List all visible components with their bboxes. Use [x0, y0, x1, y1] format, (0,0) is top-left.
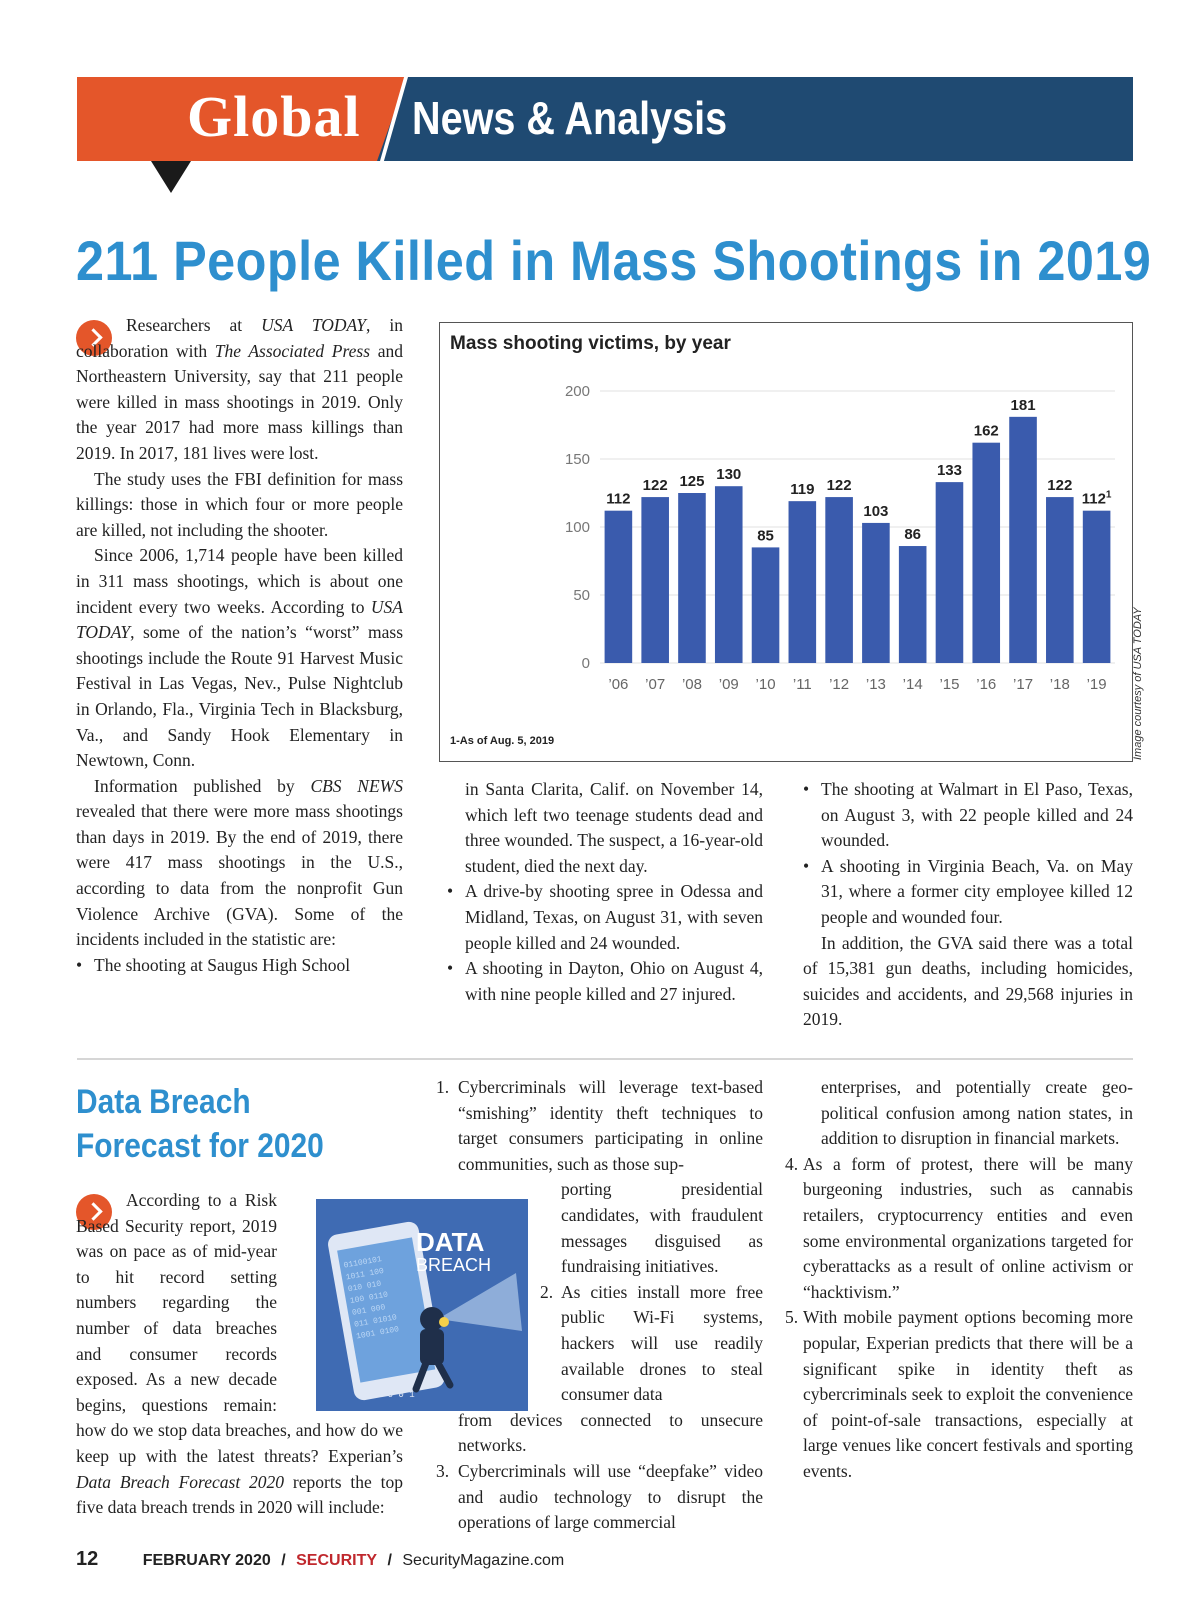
svg-text:01100101: 01100101 [343, 1255, 383, 1271]
chart-footnote: 1-As of Aug. 5, 2019 [450, 735, 555, 747]
article2-column-2 [436, 1075, 763, 1536]
chart-x-tick-label: ’17 [1013, 676, 1034, 693]
chart-bar [789, 501, 817, 663]
list-item: 2. As cities install more free public Wi-Fi systems, hackers will use readily available drones to steal consumer data [540, 1281, 763, 1405]
chart-x-tick-label: ’08 [681, 676, 702, 693]
chart-data-label: 119 [790, 481, 815, 499]
paragraph: Since 2006, 1,714 people have been killed in 311 mass shootings, which is about one incident every two weeks. According to USA TODAY, some of the nation’s “worst” mass shootings include the Route 91 Harvest Music Festival in Las Vegas, Nev., Pulse Nightclub in Orlando, Fla., Virginia Tech in Blacksburg, Va., and Sandy Hook Elementary in Newtown, Conn. [76, 545, 403, 771]
chart-bar [1009, 417, 1037, 663]
chart-bar [825, 497, 853, 663]
chart-x-tick-label: ’10 [755, 676, 776, 693]
chart-bar [972, 443, 1000, 663]
chart-y-tick-label: 100 [564, 519, 590, 536]
svg-text:DATA: DATA [416, 1227, 485, 1257]
page-number: 12 [76, 1548, 99, 1570]
banner-pointer-icon [151, 161, 191, 193]
list-item: • A shooting in Virginia Beach, Va. on May 31, where a former city employee killed 12 people and wounded four. [803, 854, 1133, 931]
list-item: • The shooting at Walmart in El Paso, Texas, on August 3, with 22 people killed and 24 wounded. [803, 777, 1133, 854]
chart-bar [752, 547, 780, 663]
chart-bar [641, 497, 669, 663]
paragraph: from devices connected to unsecure networks. [458, 1409, 763, 1456]
chart-y-tick-label: 50 [573, 587, 590, 604]
chart-y-tick-label: 150 [564, 451, 590, 468]
svg-text:001 000: 001 000 [351, 1303, 387, 1318]
list-item: 4. As a form of protest, there will be many burgeoning industries, such as cannabis retailers, cryptocurrency entities and even some environmental organizations targeted for cyberattacks as a result of online activism or “hacktivism.” [785, 1153, 1133, 1302]
chart-x-tick-label: ’18 [1049, 676, 1070, 693]
chart-bar [936, 482, 964, 663]
article2-headline: Data Breach Forecast for 2020 [76, 1083, 324, 1165]
chart-y-tick-label: 200 [564, 383, 590, 400]
banner-section-label: Global [187, 84, 361, 149]
chart-x-tick-label: ’06 [608, 676, 629, 693]
chart-data-label: 133 [936, 462, 962, 480]
footer-separator: / [281, 1552, 286, 1569]
svg-text:100 0110: 100 0110 [349, 1290, 389, 1307]
chart-data-label: 181 [1010, 396, 1036, 414]
paragraph: In addition, the GVA said there was a total of 15,381 gun deaths, including homicides, suicides and accidents, and 29,568 injuries in 2019. [803, 932, 1133, 1030]
paragraph: in Santa Clarita, Calif. on November 14, which left two teenage students dead and three wounded. The suspect, a 16-year-old student, died the next day. [465, 779, 763, 876]
chart-x-tick-label: ’09 [718, 676, 739, 693]
banner-subtitle: News & Analysis [412, 92, 728, 144]
paragraph: Researchers at USA TODAY, in collaboration with The Associated Press and Northeastern University, say that 211 people were killed in mass shootings in 2019. Only the year 2017 had more mass killings than 2019. In 2017, 181 lives were lost. [76, 315, 403, 463]
chart-data-label: 86 [904, 526, 922, 544]
bar-chart [439, 322, 1133, 762]
chart-bar [605, 511, 633, 663]
paragraph: Information published by CBS NEWS revealed that there were more mass shootings than days in 2019. By the end of 2019, there were 417 mass shootings in the U.S., according to data from the nonprofit Gun Violence Archive (GVA). Some of the incidents included in the statistic are: [76, 775, 404, 950]
chart-bar [862, 523, 890, 663]
chart-data-label: 130 [716, 466, 742, 484]
page-footer [76, 1548, 564, 1571]
list-item: 1. Cybercriminals will leverage text-based “smishing” identity theft techniques to target consumers participating in online communities, such as those sup- [436, 1077, 763, 1174]
chart-x-tick-label: ’11 [792, 676, 812, 693]
chart-x-tick-label: ’13 [865, 676, 886, 693]
chart-x-tick-label: ’19 [1086, 676, 1107, 693]
chart-bar [678, 493, 706, 663]
paragraph: According to a Risk Based Security report, 2019 was on pace as of mid-year to hit record setting numbers regarding the number of data breaches and consumer records exposed. As a new decade begins, questions remain: how do we stop data breaches, and how do we keep up with the latest threats? Experian’s Data Breach Forecast 2020 reports the top five data breach trends in 2020 will include: [76, 1190, 403, 1518]
issue-date: FEBRUARY 2020 [142, 1552, 271, 1569]
website-link[interactable]: SecurityMagazine.com [402, 1552, 565, 1569]
chart-data-label: 122 [642, 477, 668, 495]
chart-data-label: 122 [826, 477, 852, 495]
chart-x-tick-label: ’16 [976, 676, 997, 693]
svg-text:0 1 0 0 1: 0 1 0 0 1 [366, 1390, 415, 1400]
footer-separator: / [387, 1552, 392, 1569]
section-divider [77, 1058, 1133, 1060]
paragraph: enterprises, and potentially create geo-political confusion among nation states, in addition to disruption in financial markets. [821, 1077, 1133, 1149]
magazine-name: SECURITY [296, 1552, 378, 1569]
image-credit: Image courtesy of USA TODAY [1132, 607, 1144, 760]
paragraph: porting presidential candidates, with fraudulent messages disguised as fundraising initiatives. [561, 1179, 763, 1277]
chart-y-tick-label: 0 [581, 655, 590, 672]
list-item: 5. With mobile payment options becoming more popular, Experian predicts that there will be a significant spike in identity theft as cybercriminals seek to exploit the convenience of point-of-sale transactions, especially at large venues like concert festivals and sporting events. [785, 1307, 1133, 1481]
chart-plot [440, 323, 1131, 723]
article1-column-3 [803, 777, 1133, 1033]
chart-x-tick-label: ’14 [902, 676, 923, 693]
svg-text:010 010: 010 010 [347, 1279, 382, 1295]
chart-data-label: 162 [973, 422, 999, 440]
article1-column-1 [76, 313, 403, 978]
chart-bar [1046, 497, 1074, 663]
paragraph: The study uses the FBI definition for mass killings: those in which four or more people are killed, not including the shooter. [76, 468, 403, 540]
chart-bar [899, 546, 927, 663]
list-item: 3. Cybercriminals will use “deepfake” video and audio technology to disrupt the operations of large commercial [436, 1460, 763, 1533]
chart-data-label: $112^1$ [1081, 489, 1112, 508]
chart-data-label: 122 [1047, 477, 1073, 495]
chart-data-label: 85 [757, 527, 774, 545]
svg-text:BREACH: BREACH [416, 1255, 492, 1275]
list-item: • A drive-by shooting spree in Odessa and Midland, Texas, on August 31, with seven people killed and 24 wounded. [447, 879, 763, 956]
section-banner [77, 77, 1133, 161]
chart-data-label: 103 [863, 502, 889, 520]
chart-bar [1083, 511, 1111, 663]
list-item: • The shooting at Saugus High School [76, 953, 403, 979]
chart-x-tick-label: ’12 [829, 676, 850, 693]
svg-text:011 01010: 011 01010 [353, 1313, 398, 1330]
article-headline: 211 People Killed in Mass Shootings in 2019 [76, 229, 1152, 292]
chart-x-tick-label: ’07 [645, 676, 666, 693]
chart-data-label: 112 [606, 490, 631, 508]
chart-bar [715, 486, 743, 663]
article2-column-3 [785, 1075, 1133, 1485]
chart-title: Mass shooting victims, by year [450, 333, 731, 354]
svg-text:1001 0100: 1001 0100 [355, 1325, 400, 1342]
chart-x-tick-label: ’15 [939, 676, 960, 693]
chart-data-label: 125 [679, 473, 705, 490]
list-item: • A shooting in Dayton, Ohio on August 4, with nine people killed and 27 injured. [447, 956, 763, 1007]
article1-column-2 [447, 777, 763, 1007]
svg-text:1011 100: 1011 100 [345, 1266, 385, 1283]
